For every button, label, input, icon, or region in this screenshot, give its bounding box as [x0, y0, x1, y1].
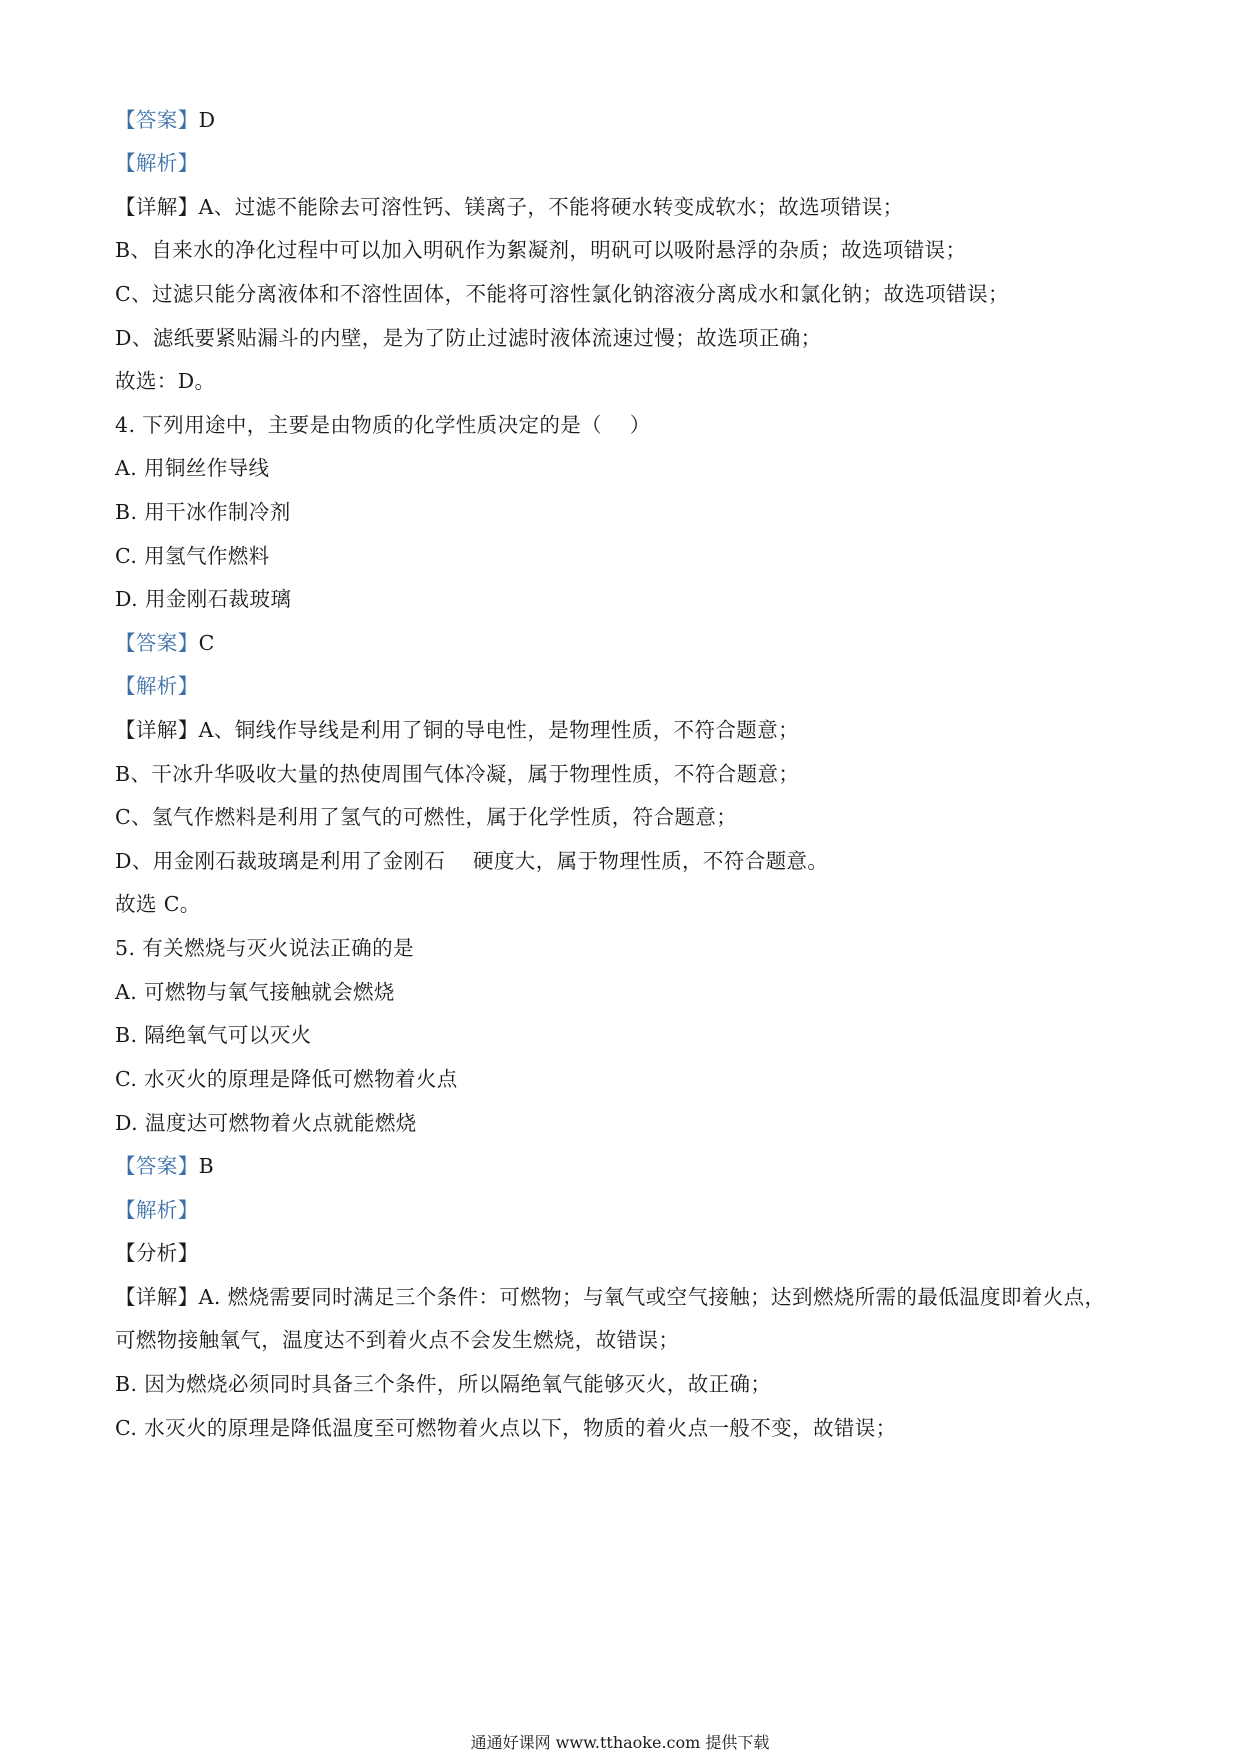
- answer-line: [115, 628, 1125, 658]
- option-c: C. 用氢气作燃料: [115, 544, 270, 568]
- answer-value: C: [198, 631, 215, 655]
- detail-line: C. 水灭火的原理是降低温度至可燃物着火点以下，物质的着火点一般不变，故错误；: [115, 1416, 897, 1440]
- answer-tag: 【答案】: [115, 631, 199, 655]
- analysis-line: [115, 1195, 1125, 1225]
- answer-value: D: [198, 108, 216, 132]
- answer-value: B: [198, 1154, 215, 1178]
- conclusion-line: 故选 C。: [115, 892, 201, 916]
- detail-tag: 【详解】: [115, 1285, 199, 1309]
- detail-line: B、自来水的净化过程中可以加入明矾作为絮凝剂，明矾可以吸附悬浮的杂质；故选项错误；: [115, 238, 967, 262]
- answer-line: [115, 105, 1125, 135]
- analysis-tag: 【解析】: [115, 151, 199, 175]
- detail-text: A、过滤不能除去可溶性钙、镁离子，不能将硬水转变成软水；故选项错误；: [198, 195, 904, 219]
- analysis-line: [115, 148, 1125, 178]
- option-a: A. 用铜丝作导线: [115, 456, 270, 480]
- analysis-tag: 【解析】: [115, 1198, 199, 1222]
- analysis-tag: 【解析】: [115, 674, 199, 698]
- detail-tag: 【详解】: [115, 718, 199, 742]
- fenxi-line: [115, 1238, 1125, 1268]
- detail-tag: 【详解】: [115, 195, 199, 219]
- answer-tag: 【答案】: [115, 108, 199, 132]
- option-a: A. 可燃物与氧气接触就会燃烧: [115, 980, 395, 1004]
- detail-line: D、用金刚石裁玻璃是利用了金刚石 硬度大，属于物理性质，不符合题意。: [115, 849, 829, 873]
- option-b: B. 用干冰作制冷剂: [115, 500, 291, 524]
- detail-line: [115, 715, 1125, 745]
- detail-line: B. 因为燃烧必须同时具备三个条件，所以隔绝氧气能够灭火，故正确；: [115, 1372, 772, 1396]
- detail-line: 可燃物接触氧气，温度达不到着火点不会发生燃烧，故错误；: [115, 1328, 680, 1352]
- question-stem: 4. 下列用途中，主要是由物质的化学性质决定的是（ ）: [115, 413, 651, 437]
- footer-credit: 通通好课网 www.tthaoke.com 提供下载: [470, 1733, 770, 1752]
- detail-line: [115, 192, 1125, 222]
- detail-text: A. 燃烧需要同时满足三个条件：可燃物；与氧气或空气接触；达到燃烧所需的最低温度即着火点，: [198, 1285, 1106, 1309]
- conclusion-line: 故选：D。: [115, 369, 216, 393]
- fenxi-tag: 【分析】: [115, 1241, 199, 1265]
- option-d: D. 温度达可燃物着火点就能燃烧: [115, 1111, 417, 1135]
- detail-line: [115, 1282, 1125, 1312]
- option-b: B. 隔绝氧气可以灭火: [115, 1023, 312, 1047]
- detail-line: C、过滤只能分离液体和不溶性固体，不能将可溶性氯化钠溶液分离成水和氯化钠；故选项错误；: [115, 282, 1009, 306]
- detail-text: A、铜线作导线是利用了铜的导电性，是物理性质，不符合题意；: [198, 718, 800, 742]
- detail-line: C、氢气作燃料是利用了氢气的可燃性，属于化学性质，符合题意；: [115, 805, 738, 829]
- answer-tag: 【答案】: [115, 1154, 199, 1178]
- answer-line: [115, 1151, 1125, 1181]
- question-stem: 5. 有关燃烧与灭火说法正确的是: [115, 936, 414, 960]
- detail-line: D、滤纸要紧贴漏斗的内壁，是为了防止过滤时液体流速过慢；故选项正确；: [115, 326, 822, 350]
- option-c: C. 水灭火的原理是降低可燃物着火点: [115, 1067, 458, 1091]
- detail-line: B、干冰升华吸收大量的热使周围气体冷凝，属于物理性质，不符合题意；: [115, 762, 800, 786]
- option-d: D. 用金刚石裁玻璃: [115, 587, 292, 611]
- analysis-line: [115, 671, 1125, 701]
